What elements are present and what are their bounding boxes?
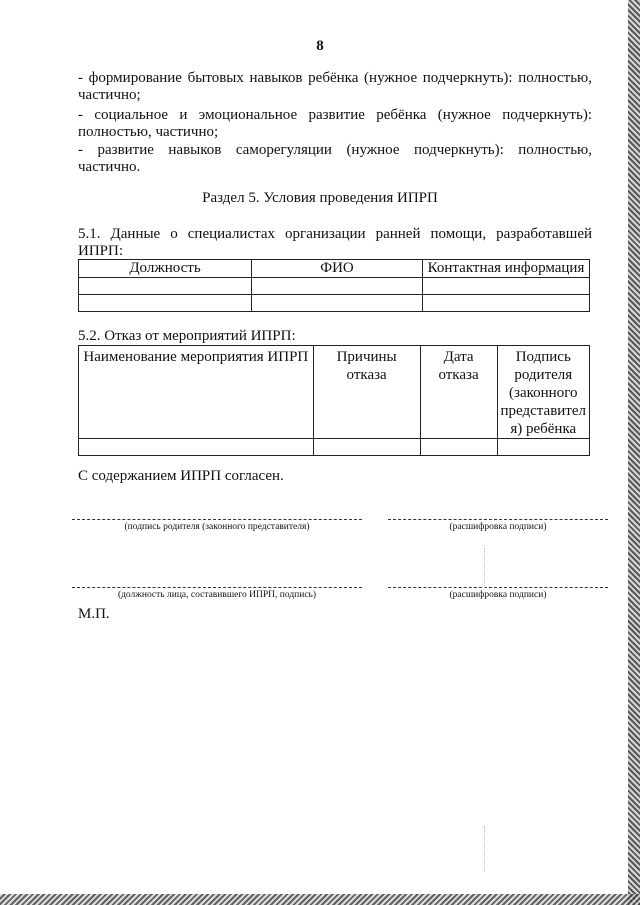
subsection-line: ИПРП: [78,243,124,259]
table-row [79,295,590,312]
parent-signature-decoding-line[interactable] [388,519,608,520]
paragraph-self-regulation [78,142,592,176]
column-header-signature: Подпись родителя (законного представител я) ребёнка [497,346,589,439]
parent-signature-caption: (подпись родителя (законного представителя) [124,522,310,532]
table-cell[interactable] [423,295,590,312]
table-cell[interactable] [420,439,497,456]
compiler-signature-line[interactable] [72,587,362,588]
table-cell[interactable] [79,295,252,312]
section-title: Раздел 5. Условия проведения ИПРП [202,190,438,206]
paragraph-line: частично. [78,159,141,175]
table-cell[interactable] [313,439,420,456]
parent-signature-decoding-caption: (расшифровка подписи) [449,522,547,532]
table-row [79,278,590,295]
compiler-signature-caption: (должность лица, составившего ИПРП, подпись) [117,590,317,600]
paragraph-line: полностью, частично; [78,124,219,140]
table-cell[interactable] [252,295,423,312]
table-cell[interactable] [79,439,314,456]
paragraph-household-skills [78,70,592,104]
parent-signature-line[interactable] [72,519,362,520]
subsection-5-2: 5.2. Отказ от мероприятий ИПРП: [78,328,296,344]
consent-statement: С содержанием ИПРП согласен. [78,468,284,484]
column-header-contact: Контактная информация [423,260,590,278]
paragraph-line: - социальное и эмоциональное развитие ребёнка (нужное подчеркнуть): [78,107,592,123]
table-cell[interactable] [423,278,590,295]
table-cell[interactable] [252,278,423,295]
paragraph-social-development [78,107,592,141]
compiler-signature-decoding-caption: (расшифровка подписи) [449,590,547,600]
table-row [79,439,590,456]
table-cell[interactable] [79,278,252,295]
scan-artifact [484,548,486,588]
subsection-5-1 [78,226,592,260]
column-header-name: ФИО [252,260,423,278]
stamp-place-label: М.П. [78,606,110,622]
table-header-row [79,346,590,439]
column-header-activity: Наименование мероприятия ИПРП [79,346,314,439]
specialists-table [78,259,590,312]
column-header-position: Должность [79,260,252,278]
scan-edge-right [628,0,640,905]
refusal-table [78,345,590,456]
paragraph-line: - формирование бытовых навыков ребёнка (нужное подчеркнуть): полностью, [78,70,592,86]
table-cell[interactable] [497,439,589,456]
paragraph-line: частично; [78,87,141,103]
subsection-line: 5.1. Данные о специалистах организации ранней помощи, разработавшей [78,226,592,242]
column-header-date: Дата отказа [420,346,497,439]
compiler-signature-decoding-line[interactable] [388,587,608,588]
column-header-reasons: Причины отказа [313,346,420,439]
page-number: 8 [316,38,324,54]
scan-edge-bottom [0,894,640,905]
paragraph-line: - развитие навыков саморегуляции (нужное подчеркнуть): полностью, [78,142,592,158]
table-header-row [79,260,590,278]
scan-artifact [484,826,486,872]
